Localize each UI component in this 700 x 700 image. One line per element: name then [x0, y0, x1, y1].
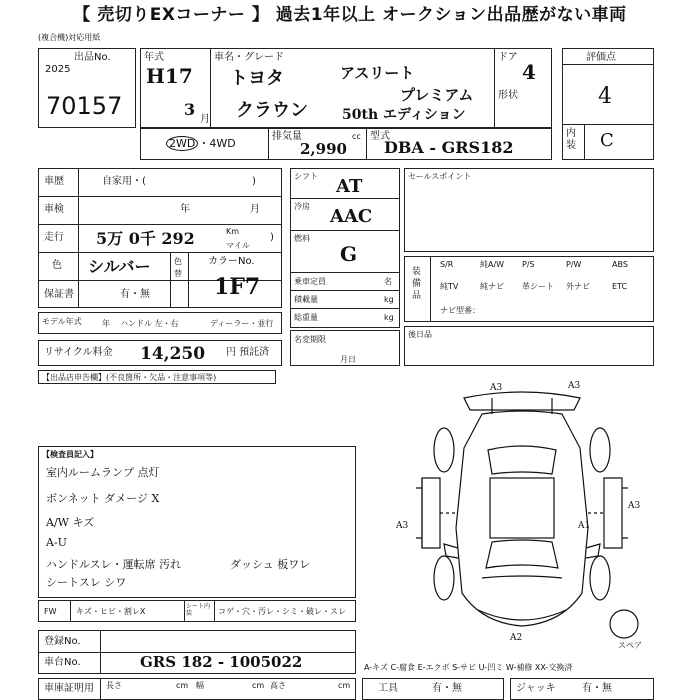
- name-change-label: 名変期限: [294, 335, 326, 344]
- color-change-label: 色替: [174, 257, 182, 278]
- diagram-mark-rear-left: A3: [490, 383, 503, 393]
- month-unit: 月: [200, 114, 210, 125]
- lot-label: 出品No.: [74, 52, 111, 63]
- displacement-unit: cc: [352, 132, 361, 141]
- spare-label: スペア: [618, 641, 642, 650]
- mileage-value: 5万 0千 292: [96, 229, 195, 248]
- shift-value: AT: [336, 176, 363, 197]
- car-grade-2: プレミアム: [400, 86, 474, 104]
- warranty-options: 有・無: [120, 289, 150, 300]
- year-label: 年式: [144, 52, 164, 63]
- inspector-note-3: A/W キズ: [46, 516, 95, 529]
- jack-label: ジャッキ: [516, 683, 556, 694]
- cert-high-cm: cm: [338, 681, 351, 690]
- damage-legend: A-キズ C-腐食 E-エクボ S-サビ U-凹ミ W-補修 XX-交換済: [364, 663, 573, 672]
- lot-year: 2025: [45, 64, 71, 75]
- year-month: 3: [184, 100, 196, 119]
- later-items-box: [404, 326, 654, 366]
- inspector-note-6: シートスレ シワ: [46, 576, 127, 589]
- mileage-mile: マイル: [226, 241, 250, 250]
- registration-label: 登録No.: [44, 636, 81, 647]
- equip-navi: 純ナビ: [480, 282, 504, 291]
- cert-long: 長さ: [106, 681, 122, 690]
- history-options: 自家用・(: [102, 176, 146, 187]
- load-unit: kg: [384, 295, 394, 304]
- car-grade-3: 50th エディション: [342, 107, 466, 123]
- jack-options: 有・無: [582, 683, 612, 694]
- history-close: ): [252, 176, 256, 187]
- cert-label: 車庫証明用: [44, 683, 94, 694]
- inspector-note-4: A-U: [46, 536, 67, 549]
- tools-label: 工具: [378, 683, 398, 694]
- recycle-unit: 円 預託済: [226, 347, 270, 358]
- recycle-label: リサイクル料金: [44, 347, 113, 358]
- displacement-label: 排気量: [272, 131, 302, 142]
- equip-ext-navi: 外ナビ: [566, 282, 590, 291]
- diagram-mark-front: A2: [510, 633, 523, 643]
- mileage-close: ): [270, 232, 274, 243]
- later-items-label: 後日品: [408, 330, 432, 339]
- history-label: 車歴: [44, 176, 64, 187]
- model-year-small-unit: 年: [102, 319, 110, 328]
- handle-options: ハンドル 左・右: [120, 319, 179, 328]
- inspection-month-unit: 月: [250, 204, 260, 215]
- chassis-value: GRS 182 - 1005022: [140, 653, 303, 671]
- color-label: 色: [52, 260, 62, 271]
- fuel-value: G: [340, 242, 358, 266]
- inspector-note-7: ダッシュ 板ワレ: [230, 558, 311, 571]
- auction-banner: 【 売切りEXコーナー 】 過去1年以上 オークション出品歴がない車両: [0, 0, 700, 30]
- model-year-small-label: モデル年式: [42, 317, 82, 326]
- diagram-mark-right-fender: A3: [628, 501, 641, 511]
- type-value: DBA - GRS182: [384, 138, 514, 157]
- color-value: シルバー: [88, 257, 151, 276]
- weight-label: 総重量: [294, 313, 318, 322]
- cert-wide-cm: cm: [252, 681, 265, 690]
- shape-label: 形状: [498, 90, 518, 101]
- dealer-options: ディーラー・並行: [210, 319, 274, 328]
- capacity-unit: 名: [384, 277, 392, 286]
- shift-label: シフト: [294, 172, 318, 181]
- navi-model-label: ナビ型番：: [440, 306, 480, 315]
- lot-number: 70157: [46, 92, 123, 120]
- seat-label: シート内装: [186, 603, 211, 617]
- tools-options: 有・無: [432, 683, 462, 694]
- sales-point-label: セールスポイント: [408, 172, 472, 181]
- mileage-label: 走行: [44, 232, 64, 243]
- load-label: 積載量: [294, 295, 318, 304]
- equip-pw: P/W: [566, 260, 582, 269]
- seat-text: コゲ・穴・汚レ・シミ・破レ・スレ: [218, 607, 346, 616]
- car-maker: トヨタ: [230, 68, 284, 89]
- mileage-km: Km: [226, 227, 240, 236]
- color-code-value: 1F7: [214, 274, 261, 300]
- recycle-value: 14,250: [140, 344, 206, 364]
- score-value: 4: [598, 84, 612, 109]
- aircon-label: 冷房: [294, 202, 310, 211]
- car-name-label: 車名・グレード: [214, 52, 284, 63]
- inspector-label: 【検査員記入】: [42, 450, 98, 459]
- diagram-mark-rear-right: A3: [568, 381, 581, 391]
- inspection-year-unit: 年: [180, 204, 190, 215]
- equip-aw: 純A/W: [480, 260, 505, 269]
- seller-report-label: 【出品店申告欄】(不良箇所・欠品・注意事項等): [42, 373, 217, 382]
- equip-leather: 革シート: [522, 282, 554, 291]
- drive-4wd: ・4WD: [198, 137, 236, 150]
- inspector-note-2: ボンネット ダメージ X: [46, 492, 160, 505]
- diagram-mark-left: A3: [396, 521, 409, 531]
- type-label: 型式: [370, 131, 390, 142]
- door-value: 4: [522, 60, 536, 84]
- aircon-value: AAC: [330, 206, 373, 227]
- car-grade-1: アスリート: [340, 64, 415, 82]
- equip-etc: ETC: [612, 282, 628, 291]
- cert-long-cm: cm: [176, 681, 189, 690]
- inspector-note-1: 室内ルームランプ 点灯: [46, 466, 160, 479]
- weight-unit: kg: [384, 313, 394, 322]
- cert-wide: 幅: [196, 681, 204, 690]
- equip-ps: P/S: [522, 260, 535, 269]
- score-label: 評価点: [586, 52, 616, 63]
- interior-label: 内装: [566, 128, 576, 151]
- cert-high: 高さ: [270, 681, 286, 690]
- chassis-label: 車台No.: [44, 657, 81, 668]
- color-code-label: カラーNo.: [208, 256, 255, 267]
- capacity-label: 乗車定員: [294, 277, 326, 286]
- car-model: クラウン: [236, 100, 308, 121]
- interior-value: C: [600, 130, 614, 151]
- equip-tv: 純TV: [440, 282, 459, 291]
- equipment-label: 装備品: [412, 267, 422, 301]
- paper-note: (複合機)対応用紙: [38, 33, 101, 42]
- displacement-value: 2,990: [300, 140, 347, 158]
- diagram-mark-right: A1: [578, 521, 591, 531]
- fw-text: キズ・ヒビ・割レX: [76, 607, 146, 616]
- inspection-label: 車検: [44, 204, 64, 215]
- equip-abs: ABS: [612, 260, 628, 269]
- equip-sunroof: S/R: [440, 260, 454, 269]
- inspector-note-5: ハンドルスレ・運転席 汚れ: [46, 558, 182, 571]
- door-label: ドア: [498, 52, 518, 63]
- name-change-unit: 月日: [340, 355, 356, 364]
- fuel-label: 燃料: [294, 234, 310, 243]
- car-damage-diagram: [392, 378, 654, 650]
- warranty-label: 保証書: [44, 289, 74, 300]
- drive-2wd: 2WD: [166, 136, 198, 151]
- fw-label: FW: [44, 607, 57, 616]
- year-era: H17: [146, 64, 193, 88]
